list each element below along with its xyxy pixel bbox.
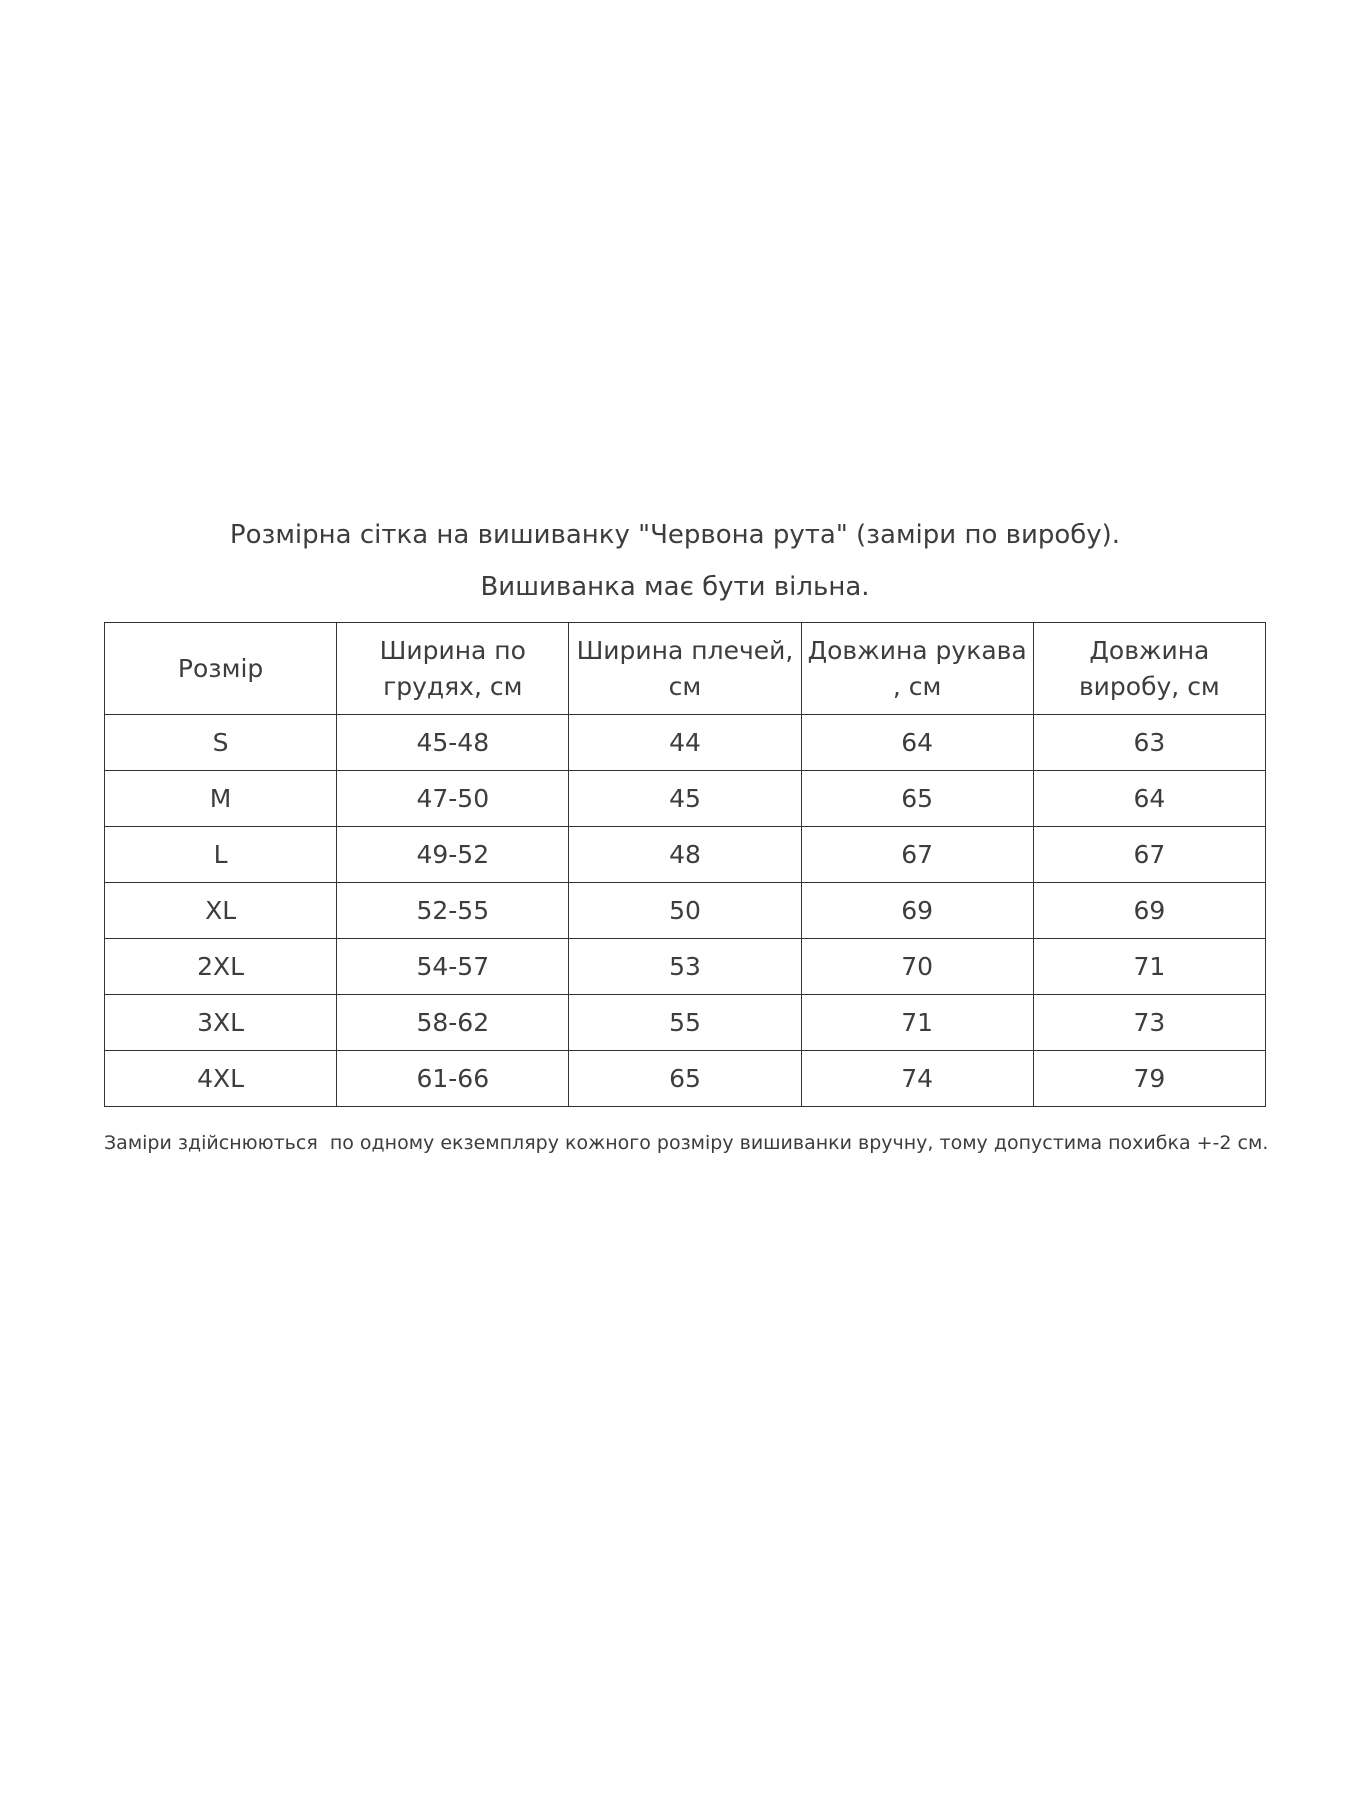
cell-shoulder-width: 65 [569,1051,801,1107]
cell-size: XL [105,883,337,939]
table-row [105,715,1266,771]
header-sleeve-length: Довжина рукава , см [801,623,1033,715]
page-title: Розмірна сітка на вишиванку "Червона рута" (заміри по виробу). [229,520,1121,550]
cell-garment-length: 63 [1033,715,1265,771]
cell-size: L [105,827,337,883]
table-row [105,995,1266,1051]
table-row [105,883,1266,939]
cell-sleeve-length: 71 [801,995,1033,1051]
cell-chest-width: 54-57 [337,939,569,995]
cell-sleeve-length: 69 [801,883,1033,939]
cell-shoulder-width: 53 [569,939,801,995]
header-size: Розмір [105,623,337,715]
cell-size: 2XL [105,939,337,995]
cell-sleeve-length: 74 [801,1051,1033,1107]
cell-shoulder-width: 45 [569,771,801,827]
cell-garment-length: 69 [1033,883,1265,939]
cell-garment-length: 67 [1033,827,1265,883]
table-row [105,771,1266,827]
cell-sleeve-length: 70 [801,939,1033,995]
cell-sleeve-length: 67 [801,827,1033,883]
table-header-row [105,623,1266,715]
header-shoulder-width: Ширина плечей, см [569,623,801,715]
table-row [105,1051,1266,1107]
table-row [105,827,1266,883]
cell-shoulder-width: 48 [569,827,801,883]
cell-garment-length: 79 [1033,1051,1265,1107]
measurement-note: Заміри здійснюються по одному екземпляру кожного розміру вишиванки вручну, тому допустима похибка +-2 см. [104,1132,1269,1154]
cell-chest-width: 49-52 [337,827,569,883]
cell-size: S [105,715,337,771]
table-row [105,939,1266,995]
cell-shoulder-width: 44 [569,715,801,771]
cell-shoulder-width: 55 [569,995,801,1051]
cell-chest-width: 58-62 [337,995,569,1051]
page-subtitle: Вишиванка має бути вільна. [480,572,870,602]
cell-sleeve-length: 65 [801,771,1033,827]
cell-size: M [105,771,337,827]
header-chest-width: Ширина по грудях, см [337,623,569,715]
cell-chest-width: 61-66 [337,1051,569,1107]
cell-chest-width: 47-50 [337,771,569,827]
cell-shoulder-width: 50 [569,883,801,939]
cell-chest-width: 45-48 [337,715,569,771]
cell-garment-length: 64 [1033,771,1265,827]
cell-garment-length: 73 [1033,995,1265,1051]
cell-garment-length: 71 [1033,939,1265,995]
cell-chest-width: 52-55 [337,883,569,939]
cell-size: 3XL [105,995,337,1051]
cell-sleeve-length: 64 [801,715,1033,771]
header-garment-length: Довжина виробу, см [1033,623,1265,715]
cell-size: 4XL [105,1051,337,1107]
size-chart-table [104,622,1266,1107]
